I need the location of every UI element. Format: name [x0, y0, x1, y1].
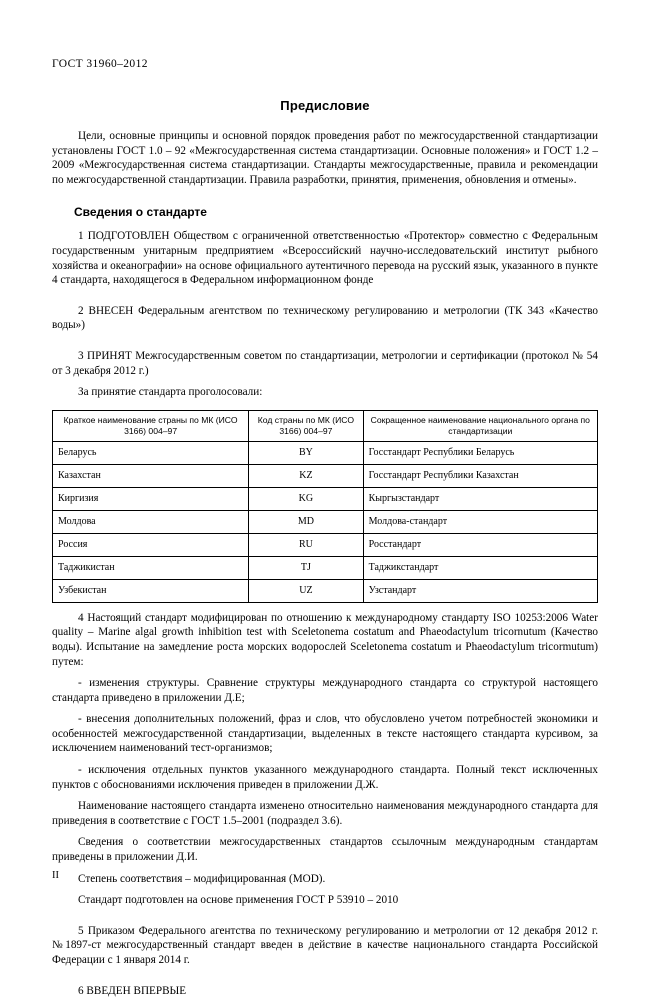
cell-body: Таджикстандарт	[363, 556, 597, 579]
table-row	[53, 556, 598, 579]
cell-country: Беларусь	[53, 441, 249, 464]
table-row	[53, 579, 598, 602]
clause-4-item-a: - изменения структуры. Сравнение структуры международного стандарта со структурой настоящего стандарта приведено в приложении Д.Е;	[52, 677, 598, 704]
cell-body: Молдова-стандарт	[363, 510, 597, 533]
cell-country: Киргизия	[53, 487, 249, 510]
clause-4-degree: Степень соответствия – модифицированная (MOD).	[78, 872, 326, 885]
clause-1: 1 ПОДГОТОВЛЕН Обществом с ограниченной ответственностью «Протектор» совместно с Федеральным государственным унитарным предприятием «Всероссийский научно-исследовательский институт рыбного хозяйства и океанографии» на основе официального аутентичного перевода на русский язык, указанного в пункте 4 стандарта, находящегося в Федеральном информационном фонде	[52, 230, 598, 287]
clause-5: 5 Приказом Федерального агентства по техническому регулированию и метрологии от 12 декабря 2012 г. №1897-ст межгосударственный стандарт введен в действие в качестве национального стандарта Российской Федерации с 1 января 2014 г.	[52, 924, 598, 966]
cell-country: Россия	[53, 533, 249, 556]
cell-body: Узстандарт	[363, 579, 597, 602]
cell-country: Таджикистан	[53, 556, 249, 579]
document-standard-code: ГОСТ 31960–2012	[52, 58, 148, 70]
cell-body: Госстандарт Республики Казахстан	[363, 464, 597, 487]
clause-2: 2 ВНЕСЕН Федеральным агентством по техническому регулированию и метрологии (ТК 343 «Качество воды»)	[52, 304, 598, 332]
cell-body: Кыргызстандарт	[363, 487, 597, 510]
cell-code: UZ	[249, 579, 363, 602]
clause-3-subtitle: За принятие стандарта проголосовали:	[78, 386, 263, 399]
cell-code: KG	[249, 487, 363, 510]
cell-code: KZ	[249, 464, 363, 487]
intro-paragraph: Цели, основные принципы и основной порядок проведения работ по межгосударственной стандартизации установлены ГОСТ 1.0 – 92 «Межгосударственная система стандартизации. Основные положения» и ГОСТ 1.2 – 2009 «Межгосударственная система стандартизации. Стандарты межгосударственные, правила и рекомендации по межгосударственной стандартизации. Правила разработки, принятия, применения, обновления и отмены».	[52, 130, 598, 186]
table-row	[53, 533, 598, 556]
page-number: II	[52, 870, 59, 881]
clause-4-basis: Стандарт подготовлен на основе применения ГОСТ Р 53910 – 2010	[78, 894, 399, 907]
clause-4-item-b: - внесения дополнительных положений, фраз и слов, что обусловлено учетом потребностей экономики и особенностей межгосударственной стандартизации, выделенных в тексте настоящего стандарта курсивом, за исключением наименований тест-организмов;	[52, 713, 598, 755]
cell-body: Госстандарт Республики Беларусь	[363, 441, 597, 464]
column-header-code: Код страны по МК (ИСО 3166) 004–97	[249, 410, 363, 441]
clause-4-item-c: - исключения отдельных пунктов указанного международного стандарта. Полный текст исключенных пунктов с обоснованиями исключения приведен в приложении Д.Ж.	[52, 764, 598, 791]
cell-code: BY	[249, 441, 363, 464]
table-row	[53, 464, 598, 487]
cell-country: Узбекистан	[53, 579, 249, 602]
table-row	[53, 441, 598, 464]
cell-code: MD	[249, 510, 363, 533]
cell-country: Молдова	[53, 510, 249, 533]
page-title: Предисловие	[280, 98, 370, 113]
clause-6: 6 ВВЕДЕН ВПЕРВЫЕ	[78, 984, 187, 997]
cell-code: TJ	[249, 556, 363, 579]
column-header-body: Сокращенное наименование национального органа по стандартизации	[363, 410, 597, 441]
cell-country: Казахстан	[53, 464, 249, 487]
column-header-country: Краткое наименование страны по МК (ИСО 3166) 004–97	[53, 410, 249, 441]
table-row	[53, 487, 598, 510]
table-header-row	[53, 410, 598, 441]
cell-body: Росстандарт	[363, 533, 597, 556]
clause-4-note-conformity: Сведения о соответствии межгосударственных стандартов ссылочным международным стандартам приведены в приложении Д.И.	[52, 836, 598, 864]
cell-code: RU	[249, 533, 363, 556]
clause-3: 3 ПРИНЯТ Межгосударственным советом по стандартизации, метрологии и сертификации (протокол № 54 от 3 декабря 2012 г.)	[52, 349, 598, 377]
section-heading-standard-info: Сведения о стандарте	[74, 205, 207, 220]
countries-table	[52, 410, 598, 603]
table-row	[53, 510, 598, 533]
clause-4: 4 Настоящий стандарт модифицирован по отношению к международному стандарту ISO 10253:2006 Water quality – Marine algal growth inhibition test with Sceletonema costatum and Phaeodactylum tricornutum (Качество воды). Испытание на замедление роста морских водорослей Sceletonema costatum и Phaeodactylum tricormutum) путем:	[52, 611, 598, 668]
clause-4-note-name: Наименование настоящего стандарта изменено относительно наименования международного стандарта для приведения в соответствие с ГОСТ 1.5–2001 (подраздел 3.6).	[52, 800, 598, 827]
